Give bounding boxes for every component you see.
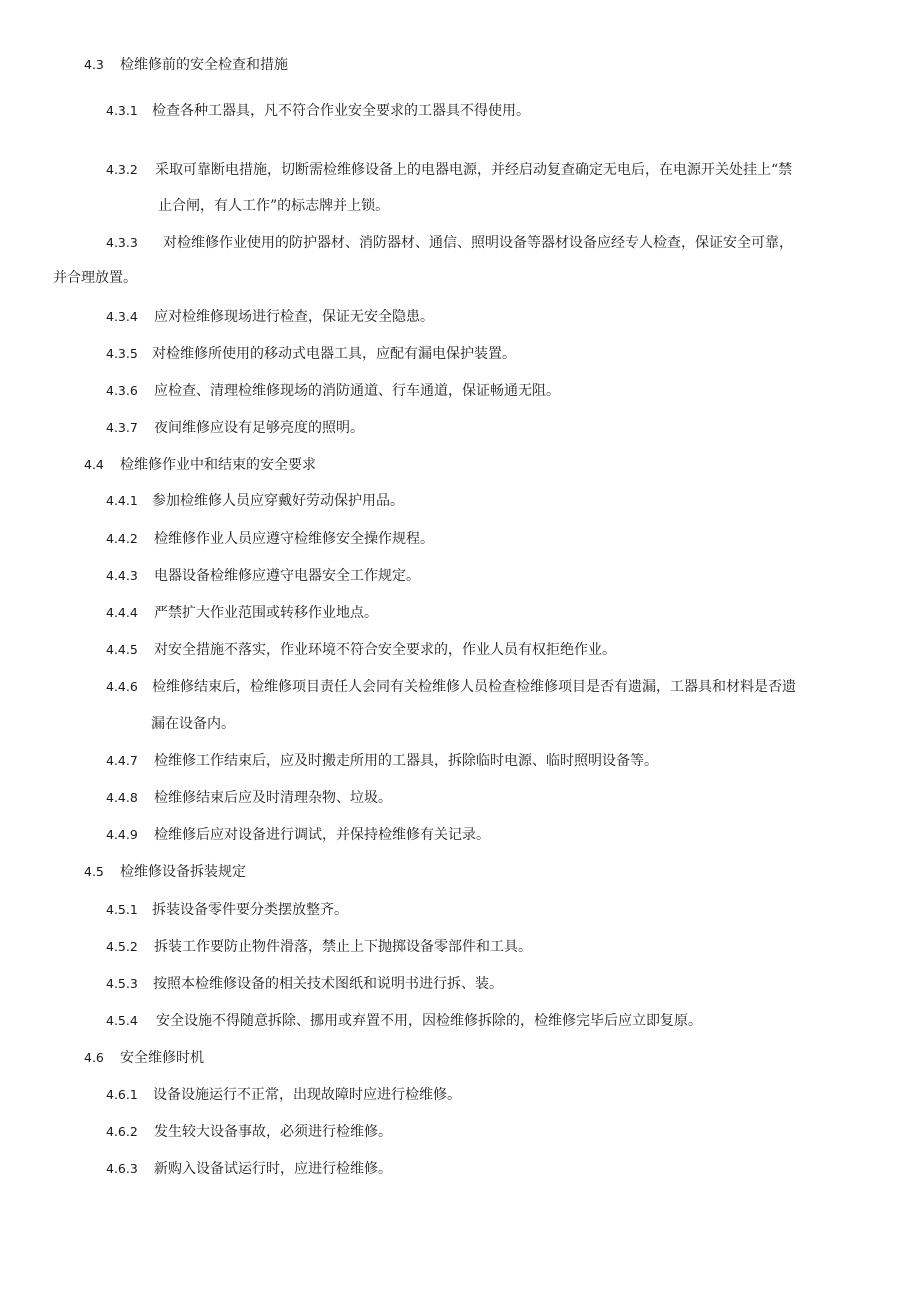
section-heading: [84, 455, 316, 475]
item-number: 4.6.3: [106, 1161, 138, 1176]
section-number: 4.6: [84, 1050, 104, 1065]
list-item: [106, 101, 530, 121]
section-title: 检维修前的安全检查和措施: [120, 57, 288, 73]
list-item: [106, 1011, 702, 1031]
item-text: 参加检维修人员应穿戴好劳动保护用品。: [152, 493, 404, 509]
item-number: 4.4.5: [106, 642, 138, 657]
list-item: [106, 788, 392, 808]
item-text: 应检查、清理检维修现场的消防通道、行车通道，保证畅通无阻。: [154, 383, 560, 399]
item-text: 拆装工作要防止物件滑落，禁止上下抛掷设备零部件和工具。: [154, 939, 532, 955]
item-number: 4.4.1: [106, 493, 138, 508]
section-heading: [84, 862, 246, 882]
list-item: [106, 751, 658, 771]
list-item: [106, 900, 348, 920]
list-item: [106, 344, 516, 364]
list-item: [106, 233, 793, 253]
section-heading: [84, 1048, 204, 1068]
list-item: [106, 160, 792, 180]
item-number: 4.6.1: [106, 1087, 138, 1102]
item-continuation: 止合闸，有人工作”的标志牌并上锁。: [158, 198, 390, 214]
item-text: 应对检维修现场进行检查，保证无安全隐患。: [154, 309, 434, 325]
section-heading: [84, 55, 288, 75]
list-item: [106, 937, 532, 957]
item-text: 检维修结束后应及时清理杂物、垃圾。: [154, 790, 392, 806]
section-number: 4.3: [84, 57, 104, 72]
item-text: 检查各种工器具，凡不符合作业安全要求的工器具不得使用。: [152, 103, 530, 119]
item-text: 电器设备检维修应遵守电器安全工作规定。: [154, 568, 420, 584]
item-text: 检维修作业人员应遵守检维修安全操作规程。: [154, 531, 434, 547]
item-continuation: 并合理放置。: [53, 270, 137, 286]
item-text: 严禁扩大作业范围或转移作业地点。: [154, 605, 378, 621]
list-item: [106, 677, 796, 697]
item-number: 4.4.6: [106, 679, 138, 694]
item-text: 采取可靠断电措施，切断需检维修设备上的电器电源，并经启动复查确定无电后，在电源开关处挂上“禁: [155, 162, 793, 178]
item-text: 检维修后应对设备进行调试，并保持检维修有关记录。: [154, 827, 490, 843]
item-number: 4.3.6: [106, 383, 138, 398]
list-item: [106, 1122, 392, 1142]
item-number: 4.5.2: [106, 939, 138, 954]
item-number: 4.5.4: [106, 1013, 138, 1028]
list-item: [106, 640, 616, 660]
list-item: [106, 1159, 392, 1179]
section-title: 检维修作业中和结束的安全要求: [120, 457, 316, 473]
list-item: [106, 603, 378, 623]
item-number: 4.3.3: [106, 235, 138, 250]
item-text: 对检维修作业使用的防护器材、消防器材、通信、照明设备等器材设备应经专人检查，保证安全可靠，: [163, 235, 793, 251]
item-text: 安全设施不得随意拆除、挪用或弃置不用，因检维修拆除的，检维修完毕后应立即复原。: [156, 1013, 702, 1029]
list-item: [106, 974, 503, 994]
list-item: [106, 307, 434, 327]
item-number: 4.3.5: [106, 346, 138, 361]
item-text: 发生较大设备事故，必须进行检维修。: [154, 1124, 392, 1140]
item-number: 4.4.9: [106, 827, 138, 842]
item-number: 4.3.7: [106, 420, 138, 435]
item-text: 对检维修所使用的移动式电器工具，应配有漏电保护装置。: [152, 346, 516, 362]
item-number: 4.3.1: [106, 103, 138, 118]
item-text: 夜间维修应设有足够亮度的照明。: [154, 420, 364, 436]
list-item: [106, 491, 404, 511]
item-number: 4.5.1: [106, 902, 138, 917]
item-number: 4.4.3: [106, 568, 138, 583]
list-item: [106, 1085, 461, 1105]
item-number: 4.6.2: [106, 1124, 138, 1139]
item-text: 设备设施运行不正常，出现故障时应进行检维修。: [153, 1087, 461, 1103]
item-text: 对安全措施不落实，作业环境不符合安全要求的，作业人员有权拒绝作业。: [154, 642, 616, 658]
item-text: 拆装设备零件要分类摆放整齐。: [152, 902, 348, 918]
item-number: 4.4.8: [106, 790, 138, 805]
item-text: 检维修结束后，检维修项目责任人会同有关检维修人员检查检维修项目是否有遗漏，工器具和材料是否遗: [152, 679, 796, 695]
item-number: 4.4.7: [106, 753, 138, 768]
list-item: [106, 566, 420, 586]
section-number: 4.4: [84, 457, 104, 472]
section-title: 检维修设备拆装规定: [120, 864, 246, 880]
item-number: 4.5.3: [106, 976, 138, 991]
item-text: 新购入设备试运行时，应进行检维修。: [154, 1161, 392, 1177]
item-number: 4.3.2: [106, 162, 138, 177]
section-title: 安全维修时机: [120, 1050, 204, 1066]
list-item: [106, 418, 364, 438]
item-number: 4.4.4: [106, 605, 138, 620]
list-item: [106, 529, 434, 549]
list-item: [106, 381, 560, 401]
item-text: 按照本检维修设备的相关技术图纸和说明书进行拆、装。: [153, 976, 503, 992]
section-number: 4.5: [84, 864, 104, 879]
item-number: 4.3.4: [106, 309, 138, 324]
list-item: [106, 825, 490, 845]
item-continuation: 漏在设备内。: [151, 716, 235, 732]
item-text: 检维修工作结束后，应及时搬走所用的工器具，拆除临时电源、临时照明设备等。: [154, 753, 658, 769]
item-number: 4.4.2: [106, 531, 138, 546]
